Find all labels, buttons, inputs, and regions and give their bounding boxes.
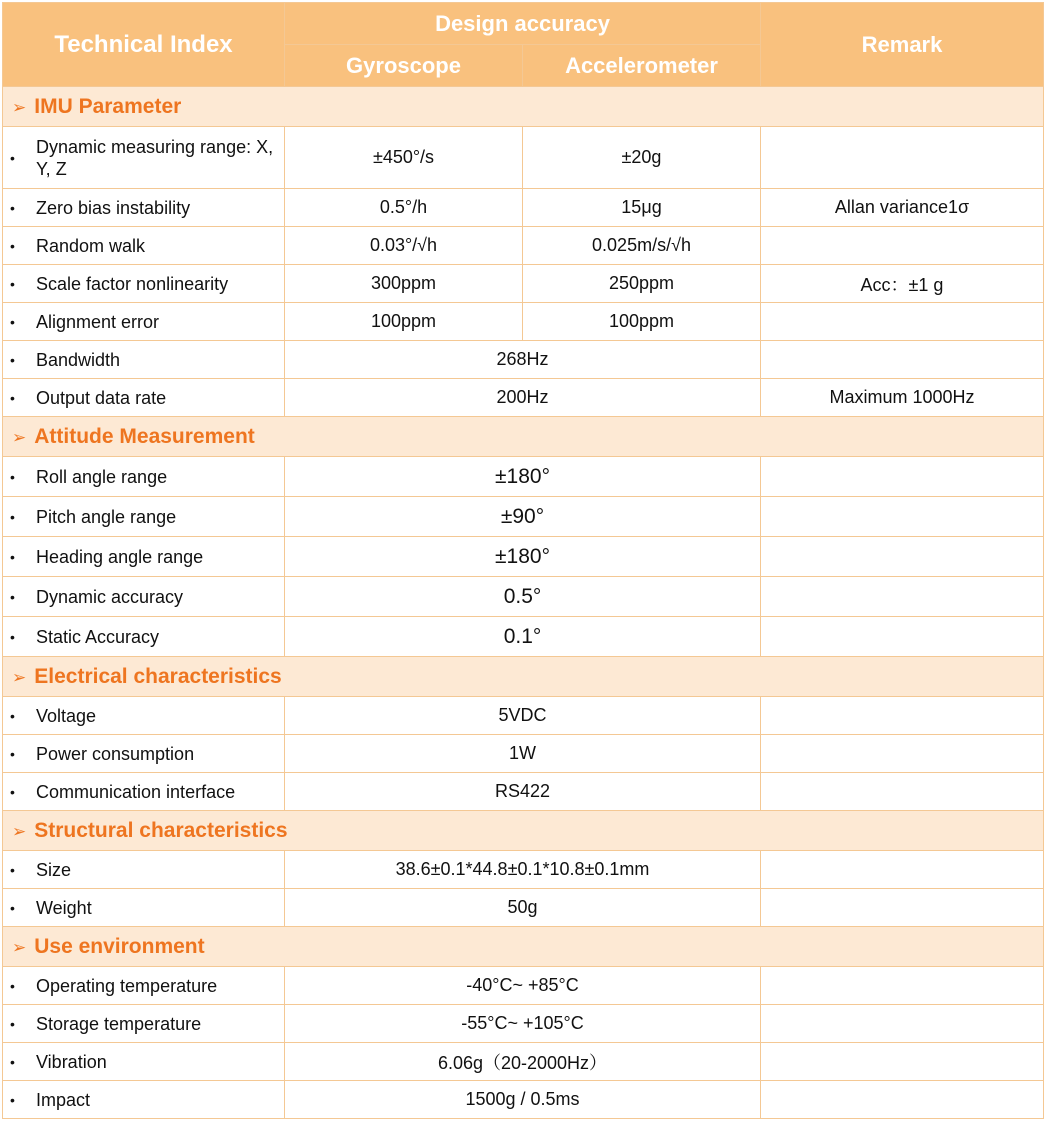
row-label: Voltage [36,705,97,726]
section-title: Use environment [34,934,205,958]
header-technical-index: Technical Index [3,3,285,87]
spec-value: 5VDC [285,697,761,735]
bullet-icon: • [10,899,15,916]
remark-value [761,341,1044,379]
remark-value [761,889,1044,927]
row-label: Roll angle range [36,466,168,487]
section-title: Structural characteristics [34,818,288,842]
row-label: Dynamic accuracy [36,586,184,607]
row-label: Pitch angle range [36,506,177,527]
bullet-icon: • [10,861,15,878]
remark-value [761,773,1044,811]
table-row [3,341,1044,379]
bullet-icon: • [10,1015,15,1032]
table-row [3,457,1044,497]
row-label: Alignment error [36,311,160,332]
remark-value [761,127,1044,189]
header-gyroscope: Gyroscope [285,45,523,87]
row-label: Static Accuracy [36,626,160,647]
spec-value: ±180° [285,537,761,577]
table-row [3,127,1044,189]
remark-value [761,497,1044,537]
section-attitude-measurement [3,417,1044,457]
gyro-value: 0.03°/√h [285,227,523,265]
table-row [3,617,1044,657]
row-label: Weight [36,897,92,918]
table-row [3,697,1044,735]
chevron-right-icon: ➢ [12,821,27,841]
row-label: Size [36,859,72,880]
table-row [3,265,1044,303]
header-row-1 [3,3,1044,45]
bullet-icon: • [10,237,15,254]
row-label: Communication interface [36,781,236,802]
chevron-right-icon: ➢ [12,937,27,957]
section-imu-parameter [3,87,1044,127]
table-row [3,967,1044,1005]
bullet-icon: • [10,588,15,605]
header-accelerometer: Accelerometer [523,45,761,87]
bullet-icon: • [10,389,15,406]
spec-value: 50g [285,889,761,927]
spec-value: -40°C~ +85°C [285,967,761,1005]
row-label: Heading angle range [36,546,204,567]
acc-value: 0.025m/s/√h [523,227,761,265]
spec-value: 38.6±0.1*44.8±0.1*10.8±0.1mm [285,851,761,889]
row-label: Storage temperature [36,1013,202,1034]
spec-value: 0.5° [285,577,761,617]
row-label: Power consumption [36,743,195,764]
spec-value: 268Hz [285,341,761,379]
table-row [3,851,1044,889]
spec-value: ±180° [285,457,761,497]
remark-value [761,303,1044,341]
section-structural-characteristics [3,811,1044,851]
bullet-icon: • [10,199,15,216]
remark-value: Acc：±1 g [761,265,1044,303]
table-row [3,773,1044,811]
section-electrical-characteristics [3,657,1044,697]
remark-value [761,577,1044,617]
acc-value: 250ppm [523,265,761,303]
row-label: Zero bias instability [36,197,191,218]
remark-value [761,851,1044,889]
spec-value: 200Hz [285,379,761,417]
spec-value: ±90° [285,497,761,537]
remark-value: Allan variance1σ [761,189,1044,227]
table-row [3,303,1044,341]
bullet-icon: • [10,275,15,292]
gyro-value: ±450°/s [285,127,523,189]
remark-value [761,967,1044,1005]
section-title: Attitude Measurement [34,424,255,448]
bullet-icon: • [10,977,15,994]
remark-value [761,617,1044,657]
row-label: Random walk [36,235,146,256]
section-use-environment [3,927,1044,967]
bullet-icon: • [10,745,15,762]
table-row [3,379,1044,417]
gyro-value: 0.5°/h [285,189,523,227]
remark-value [761,1043,1044,1081]
bullet-icon: • [10,468,15,485]
spec-value: 0.1° [285,617,761,657]
row-label: Impact [36,1089,91,1110]
row-label: Operating temperature [36,975,218,996]
table-row [3,1043,1044,1081]
remark-value [761,735,1044,773]
row-label: Dynamic measuring range: X, Y, Z [36,136,274,179]
spec-value: -55°C~ +105°C [285,1005,761,1043]
bullet-icon: • [10,628,15,645]
remark-value [761,697,1044,735]
chevron-right-icon: ➢ [12,427,27,447]
row-label: Scale factor nonlinearity [36,273,229,294]
table-row [3,889,1044,927]
row-label: Bandwidth [36,349,121,370]
table-row [3,1005,1044,1043]
spec-value: 1500g / 0.5ms [285,1081,761,1119]
table-row [3,227,1044,265]
chevron-right-icon: ➢ [12,97,27,117]
spec-value: 6.06g（20-2000Hz） [285,1043,761,1081]
acc-value: ±20g [523,127,761,189]
chevron-right-icon: ➢ [12,667,27,687]
table-row [3,537,1044,577]
bullet-icon: • [10,1053,15,1070]
table-row [3,735,1044,773]
section-title: IMU Parameter [34,94,182,118]
remark-value [761,457,1044,497]
header-remark: Remark [761,3,1044,87]
table-row [3,497,1044,537]
spec-table [2,2,1044,1119]
table-row [3,1081,1044,1119]
table-row [3,189,1044,227]
bullet-icon: • [10,1091,15,1108]
section-title: Electrical characteristics [34,664,282,688]
bullet-icon: • [10,149,15,166]
spec-value: 1W [285,735,761,773]
row-label: Vibration [36,1051,107,1072]
table-row [3,577,1044,617]
remark-value [761,227,1044,265]
bullet-icon: • [10,783,15,800]
remark-value [761,1081,1044,1119]
remark-value [761,537,1044,577]
bullet-icon: • [10,351,15,368]
row-label: Output data rate [36,387,167,408]
acc-value: 100ppm [523,303,761,341]
remark-value [761,1005,1044,1043]
gyro-value: 300ppm [285,265,523,303]
bullet-icon: • [10,313,15,330]
acc-value: 15μg [523,189,761,227]
bullet-icon: • [10,548,15,565]
bullet-icon: • [10,508,15,525]
bullet-icon: • [10,707,15,724]
gyro-value: 100ppm [285,303,523,341]
remark-value: Maximum 1000Hz [761,379,1044,417]
spec-value: RS422 [285,773,761,811]
header-design-accuracy: Design accuracy [285,3,761,45]
